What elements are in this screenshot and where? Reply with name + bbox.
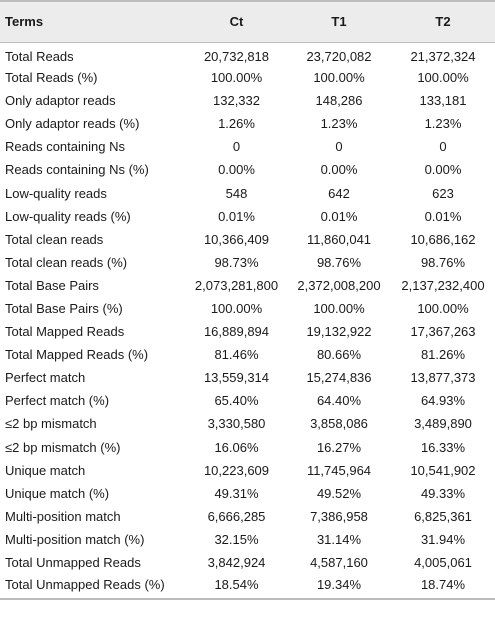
cell-t1-value: 80.66% bbox=[316, 347, 362, 363]
cell-ct-value: 49.31% bbox=[214, 485, 259, 501]
cell-t2-value: 6,825,361 bbox=[414, 508, 472, 524]
cell-t2-value: 17,367,263 bbox=[410, 324, 476, 340]
cell-t2-value: 18.74% bbox=[391, 575, 495, 599]
cell-ct-value: 98.73% bbox=[214, 254, 259, 270]
cell-t2-value: 13,877,373 bbox=[410, 370, 476, 386]
cell-ct-value: 0.00% bbox=[218, 162, 255, 178]
cell-t1-value: 0.01% bbox=[320, 208, 358, 224]
cell-t2-value: 623 bbox=[432, 185, 454, 201]
cell-term: Total Unmapped Reads bbox=[5, 555, 141, 571]
cell-term: Perfect match (%) bbox=[5, 393, 110, 409]
cell-t1-value: 7,386,958 bbox=[310, 508, 368, 524]
cell-ct-value: 1.26% bbox=[218, 116, 255, 132]
cell-term: Unique match bbox=[5, 462, 86, 478]
cell-ct-value: 16,889,894 bbox=[203, 324, 270, 340]
cell-t1-value: 11,860,041 bbox=[306, 231, 372, 247]
table-row bbox=[0, 321, 495, 344]
cell-term: Total Reads (%) bbox=[5, 70, 98, 86]
cell-t1-value: 100.00% bbox=[313, 70, 365, 86]
cell-t2-value: 10,541,902 bbox=[410, 462, 476, 478]
cell-t1-value: 23,720,082 bbox=[306, 48, 372, 64]
table-row bbox=[0, 251, 495, 274]
cell-ct-value: 10,223,609 bbox=[203, 462, 270, 478]
table-row bbox=[0, 159, 495, 182]
cell-t2-value: 133,181 bbox=[419, 93, 467, 109]
table-row bbox=[0, 228, 495, 251]
table-row bbox=[0, 551, 495, 574]
cell-t2-value: 81.26% bbox=[420, 347, 466, 363]
cell-term: Total Base Pairs bbox=[5, 277, 99, 293]
cell-term: Total clean reads bbox=[5, 231, 104, 247]
cell-t1-value: 19,132,922 bbox=[306, 324, 372, 340]
table-row bbox=[0, 390, 495, 413]
table-row bbox=[0, 436, 495, 459]
cell-term: Reads containing Ns (%) bbox=[5, 162, 149, 178]
cell-term: Multi-position match (%) bbox=[5, 531, 145, 547]
cell-t1-value: 19.34% bbox=[287, 575, 391, 599]
cell-ct-value: 0.01% bbox=[218, 208, 255, 224]
table-row bbox=[0, 528, 495, 551]
cell-term: Total Mapped Reads bbox=[5, 324, 125, 340]
cell-t1-value: 16.27% bbox=[316, 439, 362, 455]
cell-t1-value: 0 bbox=[335, 139, 343, 155]
table-row bbox=[0, 90, 495, 113]
cell-t2-value: 16.33% bbox=[420, 439, 466, 455]
cell-t1-value: 0.00% bbox=[320, 162, 358, 178]
cell-t1-value: 31.14% bbox=[316, 531, 362, 547]
cell-term: Total clean reads (%) bbox=[5, 254, 128, 270]
cell-t2-value: 10,686,162 bbox=[410, 231, 476, 247]
header-t2: T2 bbox=[391, 1, 495, 42]
table-row bbox=[0, 42, 495, 67]
cell-ct-value: 100.00% bbox=[210, 300, 263, 316]
cell-t1-value: 148,286 bbox=[315, 93, 363, 109]
table-row bbox=[0, 344, 495, 367]
cell-ct-value: 3,842,924 bbox=[207, 555, 266, 571]
cell-ct-value: 2,073,281,800 bbox=[194, 277, 279, 293]
cell-term: ≤2 bp mismatch (%) bbox=[5, 439, 121, 455]
table-row bbox=[0, 182, 495, 205]
table-row bbox=[0, 297, 495, 320]
cell-ct-value: 65.40% bbox=[214, 393, 259, 409]
cell-term: Total Base Pairs (%) bbox=[5, 300, 123, 316]
cell-ct-value: 32.15% bbox=[214, 531, 259, 547]
cell-t2-value: 64.93% bbox=[420, 393, 466, 409]
header-ct: Ct bbox=[186, 1, 287, 42]
cell-t1-value: 2,372,008,200 bbox=[297, 277, 381, 293]
cell-t1-value: 98.76% bbox=[316, 254, 362, 270]
table-row bbox=[0, 113, 495, 136]
cell-term: Low-quality reads bbox=[5, 185, 107, 201]
table-row bbox=[0, 274, 495, 297]
cell-term: Reads containing Ns bbox=[5, 139, 125, 155]
table-row bbox=[0, 459, 495, 482]
cell-t1-value: 11,745,964 bbox=[306, 462, 372, 478]
table-body bbox=[0, 42, 495, 599]
cell-ct-value: 18.54% bbox=[186, 575, 287, 599]
cell-t2-value: 0.01% bbox=[424, 208, 462, 224]
cell-t2-value: 98.76% bbox=[420, 254, 466, 270]
cell-ct-value: 3,330,580 bbox=[207, 416, 266, 432]
cell-t2-value: 21,372,324 bbox=[410, 48, 476, 64]
table-row bbox=[0, 136, 495, 159]
cell-ct-value: 6,666,285 bbox=[207, 508, 266, 524]
cell-term: Unique match (%) bbox=[5, 485, 110, 501]
cell-ct-value: 100.00% bbox=[210, 70, 263, 86]
cell-t2-value: 100.00% bbox=[417, 300, 469, 316]
table-row bbox=[0, 482, 495, 505]
cell-t1-value: 4,587,160 bbox=[310, 555, 368, 571]
cell-t2-value: 3,489,890 bbox=[414, 416, 472, 432]
cell-term: Perfect match bbox=[5, 370, 86, 386]
cell-t1-value: 100.00% bbox=[313, 300, 365, 316]
cell-t2-value: 0 bbox=[439, 139, 447, 155]
cell-t1-value: 49.52% bbox=[316, 485, 362, 501]
cell-ct-value: 132,332 bbox=[213, 93, 260, 109]
header-row bbox=[0, 1, 495, 42]
table-row bbox=[0, 575, 495, 599]
cell-ct-value: 0 bbox=[232, 139, 241, 155]
cell-term: Only adaptor reads bbox=[5, 93, 116, 109]
table-row bbox=[0, 205, 495, 228]
table-row bbox=[0, 505, 495, 528]
cell-ct-value: 16.06% bbox=[214, 439, 259, 455]
cell-ct-value: 13,559,314 bbox=[203, 370, 270, 386]
header-terms: Terms bbox=[0, 1, 186, 42]
cell-t1-value: 64.40% bbox=[316, 393, 362, 409]
cell-t1-value: 642 bbox=[328, 185, 350, 201]
table-row bbox=[0, 413, 495, 436]
cell-term: Only adaptor reads (%) bbox=[5, 116, 140, 132]
cell-t2-value: 31.94% bbox=[420, 531, 466, 547]
cell-term: Low-quality reads (%) bbox=[5, 208, 131, 224]
table-header bbox=[0, 1, 495, 42]
cell-ct-value: 81.46% bbox=[214, 347, 259, 363]
cell-t2-value: 2,137,232,400 bbox=[401, 277, 485, 293]
cell-ct-value: 10,366,409 bbox=[203, 231, 270, 247]
cell-ct-value: 548 bbox=[225, 185, 248, 201]
cell-t1-value: 15,274,836 bbox=[306, 370, 372, 386]
cell-t2-value: 0.00% bbox=[424, 162, 462, 178]
table-row bbox=[0, 67, 495, 90]
cell-t2-value: 100.00% bbox=[417, 70, 469, 86]
cell-term: ≤2 bp mismatch bbox=[5, 416, 97, 432]
cell-t1-value: 3,858,086 bbox=[310, 416, 368, 432]
cell-t2-value: 1.23% bbox=[424, 116, 462, 132]
cell-t2-value: 49.33% bbox=[420, 485, 466, 501]
cell-term: Total Reads bbox=[5, 48, 74, 64]
table-row bbox=[0, 367, 495, 390]
header-t1: T1 bbox=[287, 1, 391, 42]
cell-t1-value: 1.23% bbox=[320, 116, 358, 132]
cell-ct-value: 20,732,818 bbox=[203, 48, 270, 64]
cell-term: Total Mapped Reads (%) bbox=[5, 347, 149, 363]
cell-term: Total Unmapped Reads (%) bbox=[0, 575, 186, 599]
cell-t2-value: 4,005,061 bbox=[414, 555, 472, 571]
cell-term: Multi-position match bbox=[5, 508, 121, 524]
